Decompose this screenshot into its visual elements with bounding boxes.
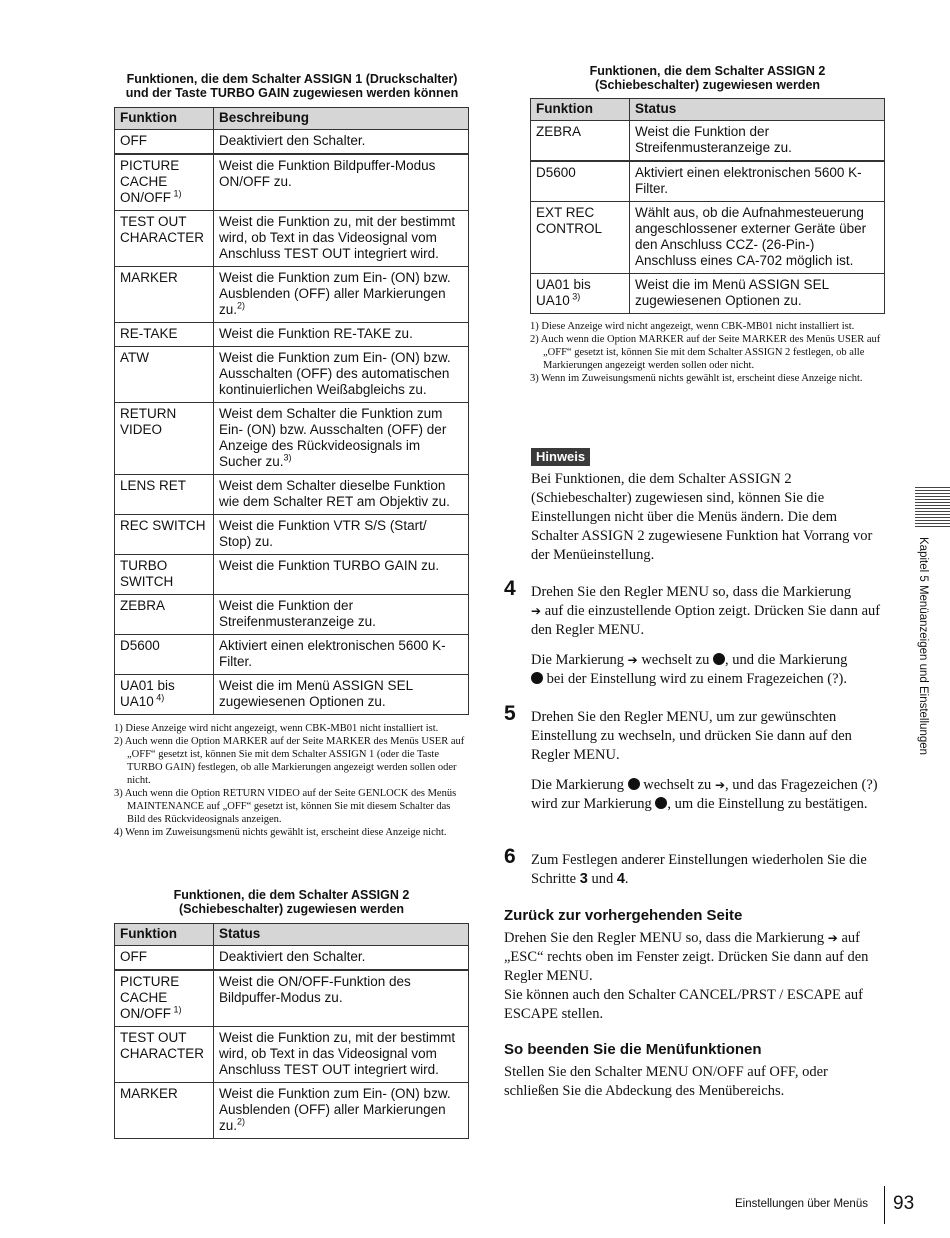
step6-ref-4: 4: [616, 871, 625, 887]
step6-text-e: .: [624, 871, 629, 887]
table3-function-text: D5600: [536, 165, 576, 180]
table3-row: [531, 202, 885, 274]
page-number: 93: [893, 1193, 915, 1214]
table1-description-text: Weist die im Menü ASSIGN SEL zugewiesenen Optionen zu.: [219, 678, 414, 709]
assign2-function-table-left: [114, 923, 469, 1139]
table1-row: [115, 154, 469, 211]
table1-description-text: Weist die Funktion TURBO GAIN zu.: [219, 558, 440, 573]
table3-cell-description: [630, 121, 885, 162]
table1-cell-description: [214, 323, 469, 347]
footnote-ref: 1): [171, 1004, 182, 1015]
step6-ref-3: 3: [579, 871, 588, 887]
table1-row: [115, 635, 469, 675]
step4-text: [531, 583, 884, 640]
back-text-a: Drehen Sie den Regler MENU so, dass die Markierung: [504, 930, 825, 946]
footnote-ref: 3): [283, 452, 292, 463]
table1-cell-function: [115, 635, 214, 675]
table3-cell-function: [531, 274, 630, 314]
table1-cell-description: [214, 595, 469, 635]
table1-row: [115, 323, 469, 347]
footnote-item: 3) Auch wenn die Option RETURN VIDEO auf der Seite GENLOCK des Menüs MAINTENANCE auf „OFF“ gesetzt ist, können Sie mit diesem Schalter das Bild des Rückvideosignals anzeigen.: [114, 788, 457, 825]
table2-function-text: TEST OUT CHARACTER: [120, 1030, 205, 1061]
table1-function-text: PICTURE CACHE ON/OFF: [120, 158, 180, 205]
filled-circle-icon: [531, 672, 543, 684]
table1-cell-function: [115, 154, 214, 211]
table2-cell-function: [115, 946, 214, 971]
table2-row: [115, 1027, 469, 1083]
footnote-item: 2) Auch wenn die Option MARKER auf der Seite MARKER des Menüs USER auf „OFF“ gesetzt ist, können Sie mit dem Schalter ASSIGN 2 festlegen, ob alle Markierungen angezeigt werden sollen oder nicht.: [530, 334, 881, 371]
table1-row: [115, 130, 469, 155]
table2-header-function: Funktion: [115, 924, 214, 946]
end-text: Stellen Sie den Schalter MENU ON/OFF auf OFF, oder schließen Sie die Abdeckung des Menübereichs.: [504, 1064, 828, 1099]
table1-function-text: LENS RET: [120, 478, 187, 493]
table2-row: [115, 970, 469, 1027]
step5-number: 5: [504, 702, 516, 725]
table2-caption: Funktionen, die dem Schalter ASSIGN 2 (Schiebeschalter) zugewiesen werden: [173, 888, 410, 916]
filled-circle-icon: [655, 797, 667, 809]
heading-back: Zurück zur vorhergehenden Seite: [504, 907, 743, 924]
table3-description-text: Aktiviert einen elektronischen 5600 K- Filter.: [635, 165, 862, 196]
table1-cell-function: [115, 130, 214, 155]
footnote-ref: 2): [237, 300, 246, 311]
table2-function-text: OFF: [120, 949, 147, 964]
table3-cell-description: [630, 202, 885, 274]
footnote-item: 2) Auch wenn die Option MARKER auf der Seite MARKER des Menüs USER auf „OFF“ gesetzt ist, können Sie mit dem Schalter ASSIGN 1 (oder die Taste TURBO GAIN) festlegen, ob alle Markierungen angezeigt werden sollen oder nicht.: [114, 736, 465, 786]
table1-function-text: UA01 bis UA10: [120, 678, 175, 709]
step4-note-a: Die Markierung: [531, 652, 625, 668]
table1-function-text: ZEBRA: [120, 598, 166, 613]
table1-cell-description: [214, 130, 469, 155]
table1-function-text: TEST OUT CHARACTER: [120, 214, 205, 245]
table1-cell-description: [214, 515, 469, 555]
table3-function-text: EXT REC CONTROL: [536, 205, 603, 236]
table1-row: [115, 347, 469, 403]
table1-cell-description: [214, 267, 469, 323]
hinweis-label: Hinweis: [531, 448, 590, 466]
table1-cell-description: [214, 211, 469, 267]
table3-description-text: Weist die im Menü ASSIGN SEL zugewiesenen Optionen zu.: [635, 277, 830, 308]
table2-description-text: Deaktiviert den Schalter.: [219, 949, 366, 964]
table1-description-text: Weist dem Schalter die Funktion zum Ein- (ON) bzw. Ausschalten (OFF) der Anzeige des Rückvideosignals im Sucher zu.: [219, 406, 447, 469]
filled-circle-icon: [628, 778, 640, 790]
table1-row: [115, 403, 469, 475]
hinweis-text: Bei Funktionen, die dem Schalter ASSIGN 2 (Schiebeschalter) zugewiesen sind, können Sie die Einstellungen nicht über die Menüs ändern. Die dem Schalter ASSIGN 2 zugewiesene Funktion hat Vorrang vor der Menüeinstellung.: [531, 471, 873, 563]
table2-cell-function: [115, 970, 214, 1027]
table3-cell-function: [531, 121, 630, 162]
table1-description-text: Weist die Funktion der Streifenmusteranzeige zu.: [219, 598, 376, 629]
step5-note-a: Die Markierung: [531, 777, 625, 793]
table1-cell-function: [115, 555, 214, 595]
table3-row: [531, 274, 885, 314]
step6-number: 6: [504, 845, 516, 868]
table2-cell-function: [115, 1083, 214, 1139]
table1-description-text: Weist die Funktion zu, mit der bestimmt wird, ob Text in das Videosignal vom Anschluss TEST OUT integriert wird.: [219, 214, 456, 261]
table3-cell-function: [531, 202, 630, 274]
footnote-item: 1) Diese Anzeige wird nicht angezeigt, wenn CBK-MB01 nicht installiert ist.: [114, 723, 439, 734]
table1-cell-description: [214, 555, 469, 595]
table1-cell-function: [115, 323, 214, 347]
step6-text: [531, 851, 884, 889]
table3-cell-description: [630, 161, 885, 202]
table1-cell-function: [115, 211, 214, 267]
table1-function-text: D5600: [120, 638, 160, 653]
table3-function-text: UA01 bis UA10: [536, 277, 591, 308]
chapter-side-label: Kapitel 5 Menüanzeigen und Einstellungen: [917, 537, 929, 756]
step4-note-d: bei der Einstellung wird zu einem Fragezeichen (?).: [546, 671, 847, 687]
table1-cell-function: [115, 347, 214, 403]
step6-text-a: Zum Festlegen anderer Einstellungen wiederholen Sie die Schritte: [531, 852, 867, 887]
right-arrow-icon: ➔: [714, 778, 725, 792]
table3-footnotes: [530, 320, 886, 385]
table1-footnotes: [114, 722, 469, 839]
table1-cell-description: [214, 154, 469, 211]
table1-row: [115, 267, 469, 323]
table1-cell-function: [115, 403, 214, 475]
table2-description-text: Weist die ON/OFF-Funktion des Bildpuffer-Modus zu.: [219, 974, 411, 1005]
back-text-b: auf „ESC“ rechts oben im Fenster zeigt. Drücken Sie dann auf den Regler MENU.: [504, 930, 869, 984]
table1-description-text: Weist die Funktion zum Ein- (ON) bzw. Ausschalten (OFF) des automatischen kontinuierlichen Weißabgleichs zu.: [219, 350, 451, 397]
step4-number: 4: [504, 577, 516, 600]
table2-function-text: PICTURE CACHE ON/OFF: [120, 974, 180, 1021]
table2-cell-description: [214, 970, 469, 1027]
step4-note: [531, 651, 884, 689]
table1-cell-description: [214, 475, 469, 515]
table1-cell-description: [214, 403, 469, 475]
step4-text-b: auf die einzustellende Option zeigt. Drücken Sie dann auf den Regler MENU.: [531, 603, 881, 638]
table1-cell-description: [214, 347, 469, 403]
table1-row: [115, 515, 469, 555]
chapter-tab-marker: [915, 487, 950, 527]
table1-description-text: Weist die Funktion VTR S/S (Start/ Stop) zu.: [219, 518, 427, 549]
table3-function-text: ZEBRA: [536, 124, 582, 139]
table1-row: [115, 595, 469, 635]
table1-header-description: Beschreibung: [214, 108, 469, 130]
table1-cell-function: [115, 267, 214, 323]
step4-note-b: wechselt zu: [641, 652, 710, 668]
table3-row: [531, 161, 885, 202]
table3-caption: Funktionen, die dem Schalter ASSIGN 2 (Schiebeschalter) zugewiesen werden: [589, 64, 826, 92]
table2-cell-description: [214, 946, 469, 971]
table1-description-text: Weist die Funktion RE-TAKE zu.: [219, 326, 413, 341]
back-text-c: Sie können auch den Schalter CANCEL/PRST / ESCAPE auf ESCAPE stellen.: [504, 987, 863, 1022]
table1-function-text: MARKER: [120, 270, 178, 285]
step6-text-c: und: [591, 871, 614, 887]
table1-function-text: OFF: [120, 133, 147, 148]
table2-description-text: Weist die Funktion zu, mit der bestimmt wird, ob Text in das Videosignal vom Anschluss TEST OUT integriert wird.: [219, 1030, 456, 1077]
right-arrow-icon: ➔: [827, 931, 838, 945]
step5-note-d: , um die Einstellung zu bestätigen.: [667, 796, 868, 812]
step4-note-c: , und die Markierung: [725, 652, 848, 668]
table1-function-text: RE-TAKE: [120, 326, 178, 341]
footnote-ref: 4): [153, 692, 165, 703]
table1-cell-function: [115, 515, 214, 555]
right-arrow-icon: ➔: [627, 653, 638, 667]
table1-row: [115, 475, 469, 515]
table1-caption: Funktionen, die dem Schalter ASSIGN 1 (Druckschalter) und der Taste TURBO GAIN zugewiesen werden können: [125, 72, 459, 100]
table1-row: [115, 211, 469, 267]
table1-function-text: REC SWITCH: [120, 518, 206, 533]
table1-description-text: Weist die Funktion zum Ein- (ON) bzw. Ausblenden (OFF) aller Markierungen zu.: [219, 270, 451, 317]
table3-cell-description: [630, 274, 885, 314]
table2-description-text: Weist die Funktion zum Ein- (ON) bzw. Ausblenden (OFF) aller Markierungen zu.: [219, 1086, 451, 1133]
footer-divider: [884, 1186, 885, 1224]
table3-description-text: Weist die Funktion der Streifenmusteranzeige zu.: [635, 124, 792, 155]
table1-cell-function: [115, 475, 214, 515]
assign1-function-table: [114, 107, 469, 715]
table1-row: [115, 555, 469, 595]
step5-note-b: wechselt zu: [643, 777, 712, 793]
table2-cell-description: [214, 1083, 469, 1139]
footnote-ref: 1): [171, 188, 182, 199]
table3-row: [531, 121, 885, 162]
footnote-item: 1) Diese Anzeige wird nicht angezeigt, wenn CBK-MB01 nicht installiert ist.: [530, 321, 855, 332]
footnote-item: 3) Wenn im Zuweisungsmenü nichts gewählt ist, erscheint diese Anzeige nicht.: [530, 373, 863, 384]
back-text: [504, 929, 886, 1024]
table2-cell-function: [115, 1027, 214, 1083]
heading-end: So beenden Sie die Menüfunktionen: [504, 1041, 762, 1058]
table1-cell-description: [214, 675, 469, 715]
filled-circle-icon: [713, 653, 725, 665]
table2-cell-description: [214, 1027, 469, 1083]
table1-header-function: Funktion: [115, 108, 214, 130]
step5-note-c: , und das Fragezeichen (?) wird zur Markierung: [531, 777, 878, 812]
table2-function-text: MARKER: [120, 1086, 178, 1101]
table1-description-text: Weist die Funktion Bildpuffer-Modus ON/OFF zu.: [219, 158, 436, 189]
footnote-item: 4) Wenn im Zuweisungsmenü nichts gewählt ist, erscheint diese Anzeige nicht.: [114, 827, 447, 838]
table1-description-text: Deaktiviert den Schalter.: [219, 133, 366, 148]
table1-cell-function: [115, 595, 214, 635]
table2-row: [115, 1083, 469, 1139]
step4-text-a: Drehen Sie den Regler MENU so, dass die Markierung: [531, 584, 852, 600]
footer-section-title: Einstellungen über Menüs: [735, 1198, 868, 1210]
table2-row: [115, 946, 469, 971]
table1-description-text: Aktiviert einen elektronischen 5600 K- Filter.: [219, 638, 446, 669]
table3-header-function: Funktion: [531, 99, 630, 121]
table3-cell-function: [531, 161, 630, 202]
step5-text: Drehen Sie den Regler MENU, um zur gewünschten Einstellung zu wechseln, und drücken Sie dann auf den Regler MENU.: [531, 709, 852, 763]
step5-note: [531, 776, 884, 814]
table1-row: [115, 675, 469, 715]
table1-cell-function: [115, 675, 214, 715]
table1-function-text: TURBO SWITCH: [120, 558, 174, 589]
assign2-function-table-right: [530, 98, 885, 314]
table1-function-text: RETURN VIDEO: [120, 406, 177, 437]
footnote-ref: 2): [237, 1116, 246, 1127]
footnote-ref: 3): [569, 291, 581, 302]
table1-function-text: ATW: [120, 350, 149, 365]
table3-header-status: Status: [630, 99, 885, 121]
table2-header-status: Status: [214, 924, 469, 946]
right-arrow-icon: ➔: [531, 604, 542, 618]
table1-description-text: Weist dem Schalter dieselbe Funktion wie dem Schalter RET am Objektiv zu.: [219, 478, 450, 509]
table3-description-text: Wählt aus, ob die Aufnahmesteuerung angeschlossener externer Geräte über den Anschluss CCZ- (26-Pin-) Anschluss eines CA-702 möglich ist.: [635, 205, 867, 268]
table1-cell-description: [214, 635, 469, 675]
